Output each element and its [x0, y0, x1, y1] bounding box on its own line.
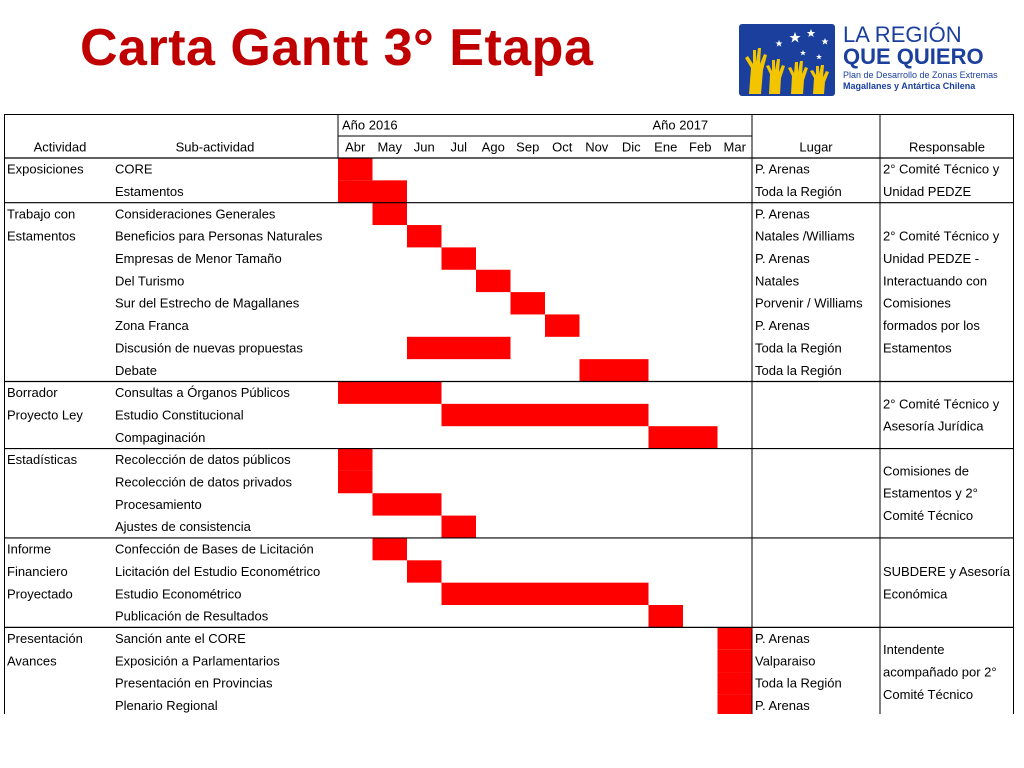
- gantt-bar: [373, 538, 408, 560]
- responsable-cell: Intendente: [883, 642, 945, 658]
- subactividad-cell: Beneficios para Personas Naturales: [115, 228, 323, 244]
- gantt-bar: [580, 359, 649, 381]
- logo-line-4: Magallanes y Antártica Chilena: [843, 81, 976, 91]
- actividad-cell: Trabajo con: [7, 206, 76, 222]
- lugar-cell: Toda la Región: [755, 183, 842, 199]
- gantt-bar: [718, 672, 753, 694]
- subactividad-cell: Consultas a Órganos Públicos: [115, 385, 290, 401]
- month-label: Ago: [481, 139, 505, 155]
- logo-line-1: LA REGIÓN: [843, 22, 962, 47]
- gantt-bar: [718, 650, 753, 672]
- month-label: May: [377, 139, 403, 155]
- actividad-cell: Exposiciones: [7, 161, 84, 177]
- month-label: Jul: [450, 139, 468, 155]
- gantt-bar: [407, 225, 442, 247]
- gantt-bar: [476, 270, 511, 292]
- responsable-cell: formados por los: [883, 318, 980, 334]
- responsable-cell: 2° Comité Técnico y: [883, 228, 1000, 244]
- month-label: Ene: [654, 139, 678, 155]
- responsable-cell: 2° Comité Técnico y: [883, 161, 1000, 177]
- month-label: Abr: [345, 139, 366, 155]
- header-subactividad: Sub-actividad: [175, 139, 255, 155]
- actividad-cell: Borrador: [7, 385, 58, 401]
- gantt-bar: [338, 180, 407, 202]
- subactividad-cell: Consideraciones Generales: [115, 206, 276, 222]
- responsable-cell: Unidad PEDZE -: [883, 251, 980, 267]
- gantt-bar: [649, 605, 684, 627]
- page-title: Carta Gantt 3° Etapa: [80, 19, 594, 77]
- gantt-bar: [442, 583, 649, 605]
- actividad-cell: Estamentos: [7, 228, 76, 244]
- year-2017-label: Año 2017: [652, 117, 709, 133]
- subactividad-cell: Licitación del Estudio Econométrico: [115, 563, 321, 579]
- gantt-bar: [718, 694, 753, 714]
- lugar-cell: P. Arenas: [755, 251, 810, 267]
- lugar-cell: P. Arenas: [755, 206, 810, 222]
- gantt-bar: [545, 314, 580, 336]
- subactividad-cell: Sanción ante el CORE: [115, 630, 246, 646]
- month-label: Nov: [585, 139, 609, 155]
- month-label: Sep: [516, 139, 540, 155]
- gantt-bar: [442, 404, 649, 426]
- subactividad-cell: Estamentos: [115, 183, 184, 199]
- subactividad-cell: Ajustes de consistencia: [115, 519, 251, 535]
- subactividad-cell: Empresas de Menor Tamaño: [115, 251, 282, 267]
- month-label: Oct: [552, 139, 573, 155]
- responsable-cell: Económica: [883, 586, 948, 602]
- responsable-cell: Comité Técnico: [883, 508, 974, 524]
- month-label: Jun: [413, 139, 435, 155]
- subactividad-cell: Zona Franca: [115, 318, 189, 334]
- region-logo: [739, 24, 1018, 98]
- gantt-bar: [338, 382, 442, 404]
- subactividad-cell: Sur del Estrecho de Magallanes: [115, 295, 300, 311]
- lugar-cell: Toda la Región: [755, 340, 842, 356]
- responsable-cell: Comité Técnico: [883, 686, 974, 702]
- actividad-cell: Proyectado: [7, 586, 73, 602]
- responsable-cell: Estamentos: [883, 340, 952, 356]
- lugar-cell: P. Arenas: [755, 698, 810, 714]
- responsable-cell: 2° Comité Técnico y: [883, 396, 1000, 412]
- lugar-cell: Natales: [755, 273, 800, 289]
- subactividad-cell: Debate: [115, 362, 157, 378]
- subactividad-cell: Estudio Constitucional: [115, 407, 244, 423]
- actividad-cell: Proyecto Ley: [7, 407, 83, 423]
- month-label: Dic: [621, 139, 641, 155]
- year-2016-label: Año 2016: [342, 117, 398, 133]
- logo-line-2: QUE QUIERO: [843, 44, 984, 69]
- gantt-bar: [338, 449, 373, 471]
- lugar-cell: P. Arenas: [755, 161, 810, 177]
- gantt-bar: [718, 627, 753, 649]
- gantt-bar: [442, 516, 477, 538]
- subactividad-cell: Estudio Econométrico: [115, 586, 242, 602]
- subactividad-cell: Recolección de datos públicos: [115, 452, 291, 468]
- subactividad-cell: Exposición a Parlamentarios: [115, 653, 280, 669]
- gantt-bar: [338, 158, 373, 180]
- subactividad-cell: Compaginación: [115, 429, 206, 445]
- gantt-bar: [407, 560, 442, 582]
- gantt-bar: [649, 426, 718, 448]
- actividad-cell: Financiero: [7, 563, 68, 579]
- header-lugar: Lugar: [799, 139, 833, 155]
- lugar-cell: Natales /Williams: [755, 228, 855, 244]
- lugar-cell: P. Arenas: [755, 318, 810, 334]
- hands-stars-logo-icon: [739, 24, 835, 96]
- subactividad-cell: Confección de Bases de Licitación: [115, 541, 314, 557]
- month-label: Feb: [689, 139, 712, 155]
- subactividad-cell: Plenario Regional: [115, 698, 218, 714]
- responsable-cell: SUBDERE y Asesoría: [883, 563, 1011, 579]
- gantt-bar: [511, 292, 546, 314]
- subactividad-cell: CORE: [115, 161, 153, 177]
- responsable-cell: Comisiones: [883, 295, 951, 311]
- responsable-cell: Estamentos y 2°: [883, 485, 978, 501]
- month-label: Mar: [723, 139, 746, 155]
- actividad-cell: Avances: [7, 653, 57, 669]
- gantt-bar: [373, 203, 408, 225]
- responsable-cell: Unidad PEDZE: [883, 183, 972, 199]
- header-actividad: Actividad: [33, 139, 87, 155]
- logo-line-3: Plan de Desarrollo de Zonas Extremas: [843, 70, 998, 80]
- responsable-cell: Asesoría Jurídica: [883, 418, 984, 434]
- lugar-cell: Valparaiso: [755, 653, 816, 669]
- lugar-cell: Toda la Región: [755, 675, 842, 691]
- subactividad-cell: Del Turismo: [115, 273, 185, 289]
- subactividad-cell: Presentación en Provincias: [115, 675, 273, 691]
- actividad-cell: Informe: [7, 541, 52, 557]
- subactividad-cell: Recolección de datos privados: [115, 474, 293, 490]
- lugar-cell: P. Arenas: [755, 630, 810, 646]
- subactividad-cell: Discusión de nuevas propuestas: [115, 340, 303, 356]
- header-responsable: Responsable: [909, 139, 985, 155]
- lugar-cell: Porvenir / Williams: [755, 295, 863, 311]
- gantt-bar: [442, 247, 477, 269]
- actividad-cell: Presentación: [7, 630, 83, 646]
- responsable-cell: Comisiones de: [883, 463, 969, 479]
- gantt-chart: [4, 114, 1014, 714]
- gantt-bar: [407, 337, 511, 359]
- subactividad-cell: Procesamiento: [115, 496, 202, 512]
- gantt-bar: [373, 493, 442, 515]
- responsable-cell: Interactuando con: [883, 273, 988, 289]
- responsable-cell: acompañado por 2°: [883, 664, 997, 680]
- actividad-cell: Estadísticas: [7, 452, 78, 468]
- lugar-cell: Toda la Región: [755, 362, 842, 378]
- gantt-bar: [338, 471, 373, 493]
- subactividad-cell: Publicación de Resultados: [115, 608, 269, 624]
